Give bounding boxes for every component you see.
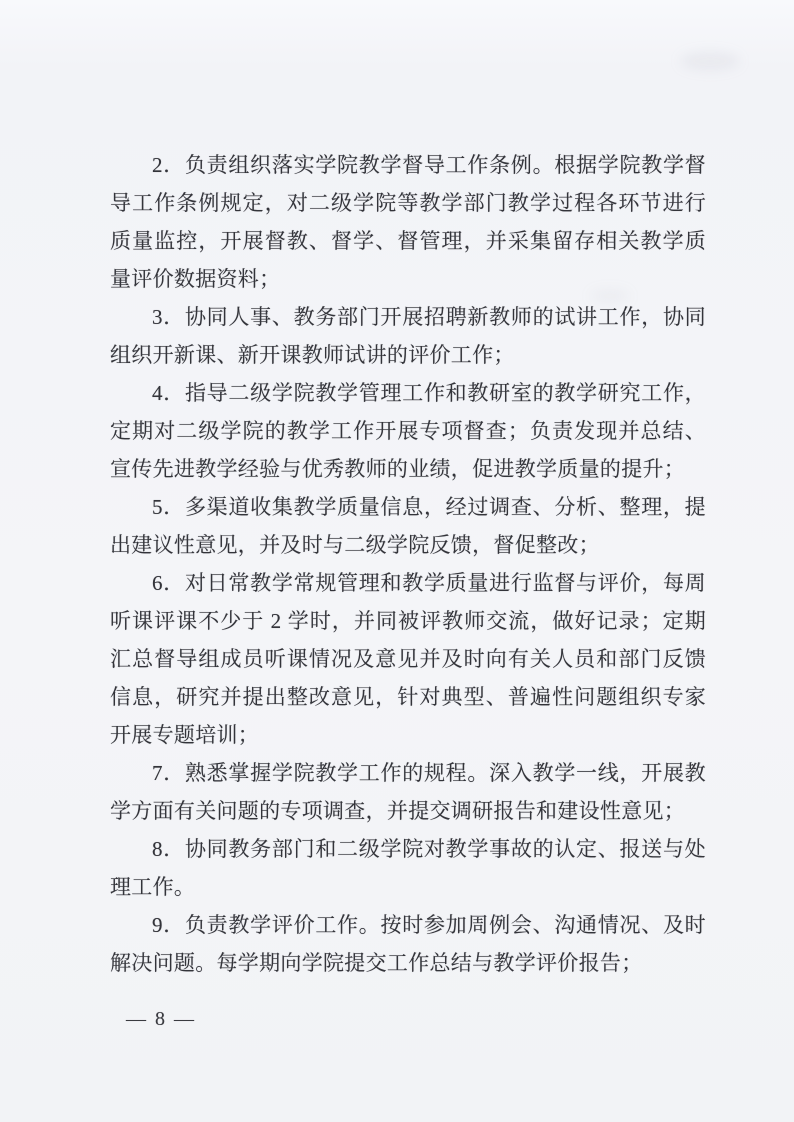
- paragraph-item-8: 8．协同教务部门和二级学院对教学事故的认定、报送与处理工作。: [110, 837, 706, 899]
- scan-artifact: [680, 52, 740, 70]
- paragraph-item-5: 5．多渠道收集教学质量信息，经过调查、分析、整理，提出建议性意见，并及时与二级学院反馈，督促整改；: [110, 495, 706, 557]
- page-number: — 8 —: [126, 1008, 196, 1030]
- paragraph-item-3: 3．协同人事、教务部门开展招聘新教师的试讲工作，协同组织开新课、新开课教师试讲的评价工作；: [110, 305, 706, 367]
- paragraph-item-6: 6．对日常教学常规管理和教学质量进行监督与评价，每周听课评课不少于 2 学时，并同被评教师交流，做好记录；定期汇总督导组成员听课情况及意见并及时向有关人员和部门反馈信息，研究并提出整改意见，针对典型、普遍性问题组织专家开展专题培训；: [110, 571, 706, 747]
- paragraph-item-2: 2．负责组织落实学院教学督导工作条例。根据学院教学督导工作条例规定，对二级学院等教学部门教学过程各环节进行质量监控，开展督教、督学、督管理，并采集留存相关教学质量评价数据资料；: [110, 153, 706, 291]
- paragraph-item-9: 9．负责教学评价工作。按时参加周例会、沟通情况、及时解决问题。每学期向学院提交工作总结与教学评价报告；: [110, 913, 706, 975]
- paragraph-item-4: 4．指导二级学院教学管理工作和教研室的教学研究工作，定期对二级学院的教学工作开展专项督查；负责发现并总结、宣传先进教学经验与优秀教师的业绩，促进教学质量的提升；: [110, 381, 706, 481]
- document-body: [110, 146, 706, 982]
- paragraph-item-7: 7．熟悉掌握学院教学工作的规程。深入教学一线，开展教学方面有关问题的专项调查，并提交调研报告和建设性意见；: [110, 761, 706, 823]
